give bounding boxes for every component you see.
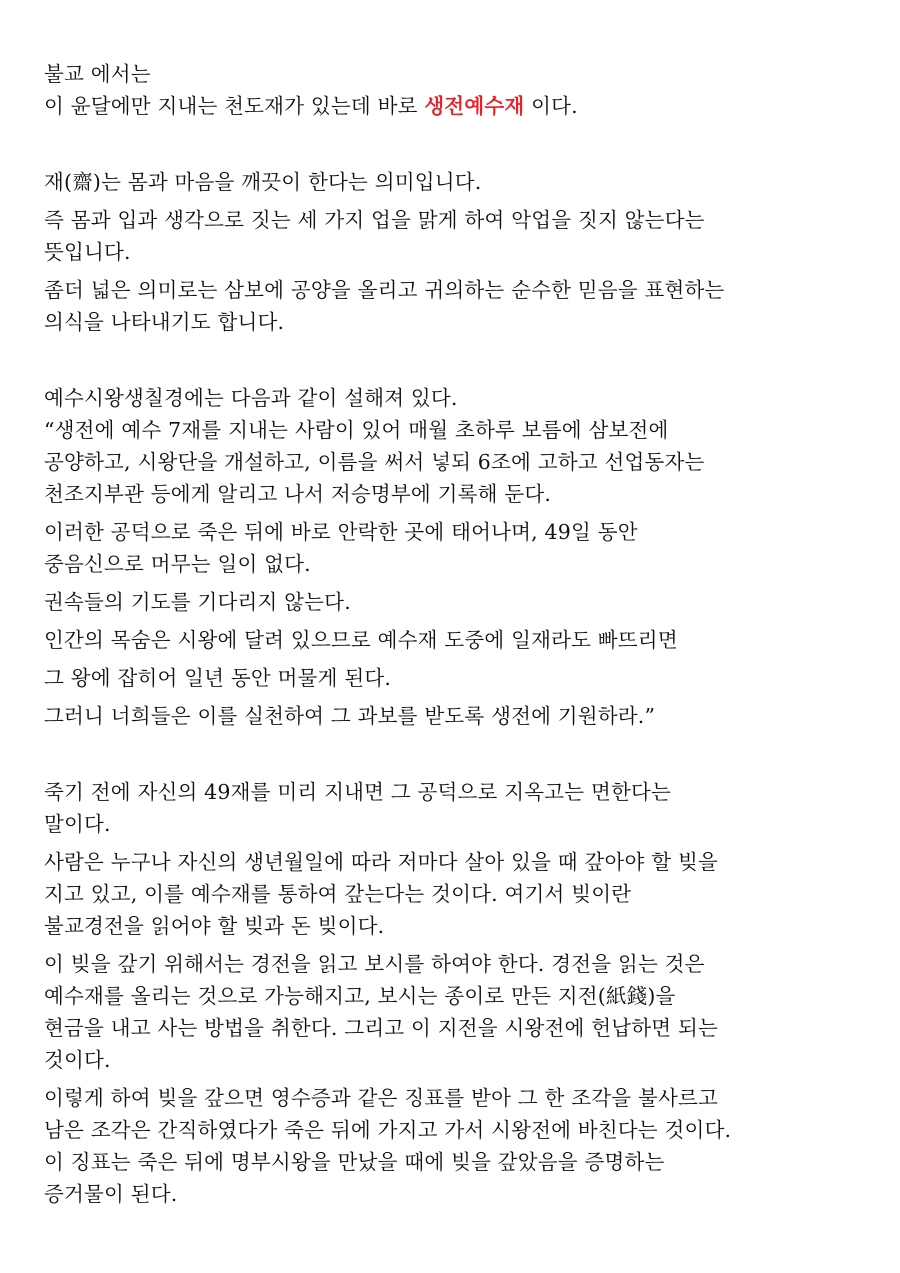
text-line: 불교경전을 읽어야 할 빚과 돈 빚이다. — [44, 914, 385, 938]
intro-line-1: 불교 에서는 — [44, 62, 151, 86]
text-line: 인간의 목숨은 시왕에 달려 있으므로 예수재 도중에 일재라도 빠뜨리면 — [44, 628, 678, 652]
text-line: 재(齋)는 몸과 마음을 깨끗이 한다는 의미입니다. — [44, 170, 482, 194]
section3-paragraph-3 — [44, 516, 864, 580]
intro-line-2 — [44, 90, 864, 122]
text-line: 즉 몸과 입과 생각으로 짓는 세 가지 업을 맑게 하여 악업을 짓지 않는다는 — [44, 208, 705, 232]
text-line: 죽기 전에 자신의 49재를 미리 지내면 그 공덕으로 지옥고는 면한다는 — [44, 780, 672, 804]
text-line: 그 왕에 잡히어 일년 동안 머물게 된다. — [44, 666, 392, 690]
text-line: 지고 있고, 이를 예수재를 통하여 갚는다는 것이다. 여기서 빚이란 — [44, 882, 632, 906]
text-line: 예수재를 올리는 것으로 가능해지고, 보시는 종이로 만든 지전(紙錢)을 — [44, 984, 676, 1008]
section2-paragraph-2 — [44, 204, 864, 268]
section2-paragraph-3 — [44, 274, 864, 338]
text-line: 예수시왕생칠경에는 다음과 같이 설해져 있다. — [44, 386, 458, 410]
text-line: 남은 조각은 간직하였다가 죽은 뒤에 가지고 가서 시왕전에 바친다는 것이다. — [44, 1118, 732, 1142]
section3-paragraph-4 — [44, 586, 864, 618]
section2-paragraph-1 — [44, 166, 864, 198]
section4-paragraph-2 — [44, 846, 864, 942]
section3-paragraph-6 — [44, 662, 864, 694]
intro-paragraph — [44, 58, 864, 122]
section3-paragraph-7 — [44, 700, 864, 732]
section-spacer — [44, 338, 864, 382]
text-line: 좀더 넓은 의미로는 삼보에 공양을 올리고 귀의하는 순수한 믿음을 표현하는 — [44, 278, 725, 302]
section3-paragraph-2 — [44, 414, 864, 510]
section3-paragraph-1 — [44, 382, 864, 414]
text-line: 이 빚을 갚기 위해서는 경전을 읽고 보시를 하여야 한다. 경전을 읽는 것은 — [44, 952, 705, 976]
text-line: 그러니 너희들은 이를 실천하여 그 과보를 받도록 생전에 기원하라.” — [44, 704, 656, 728]
text-line: 뜻입니다. — [44, 240, 131, 264]
text-line: 의식을 나타내기도 합니다. — [44, 310, 285, 334]
text-line: 증거물이 된다. — [44, 1182, 178, 1206]
text-line: 현금을 내고 사는 방법을 취한다. 그리고 이 지전을 시왕전에 헌납하면 되는 — [44, 1016, 718, 1040]
section3-paragraph-5 — [44, 624, 864, 656]
text-line: 중음신으로 머무는 일이 없다. — [44, 552, 311, 576]
text-line: 사람은 누구나 자신의 생년월일에 따라 저마다 살아 있을 때 갚아야 할 빚을 — [44, 850, 718, 874]
text-line: “생전에 예수 7재를 지내는 사람이 있어 매월 초하루 보름에 삼보전에 — [44, 418, 669, 442]
intro-text-after: 이다. — [524, 94, 578, 118]
section-spacer — [44, 732, 864, 776]
section4-paragraph-4 — [44, 1082, 864, 1210]
text-line: 이 징표는 죽은 뒤에 명부시왕을 만났을 때에 빚을 갚았음을 증명하는 — [44, 1150, 665, 1174]
text-line: 천조지부관 등에게 알리고 나서 저승명부에 기록해 둔다. — [44, 482, 552, 506]
section4-paragraph-3 — [44, 948, 864, 1076]
text-line: 권속들의 기도를 기다리지 않는다. — [44, 590, 351, 614]
text-line: 이러한 공덕으로 죽은 뒤에 바로 안락한 곳에 태어나며, 49일 동안 — [44, 520, 638, 544]
section-spacer — [44, 122, 864, 166]
text-line: 것이다. — [44, 1048, 111, 1072]
text-line: 이렇게 하여 빚을 갚으면 영수증과 같은 징표를 받아 그 한 조각을 불사르고 — [44, 1086, 718, 1110]
intro-text-before: 이 윤달에만 지내는 천도재가 있는데 바로 — [44, 94, 425, 118]
document-body — [44, 58, 864, 1210]
text-line: 말이다. — [44, 812, 111, 836]
section4-paragraph-1 — [44, 776, 864, 840]
highlight-term: 생전예수재 — [424, 94, 525, 118]
text-line: 공양하고, 시왕단을 개설하고, 이름을 써서 넣되 6조에 고하고 선업동자는 — [44, 450, 705, 474]
